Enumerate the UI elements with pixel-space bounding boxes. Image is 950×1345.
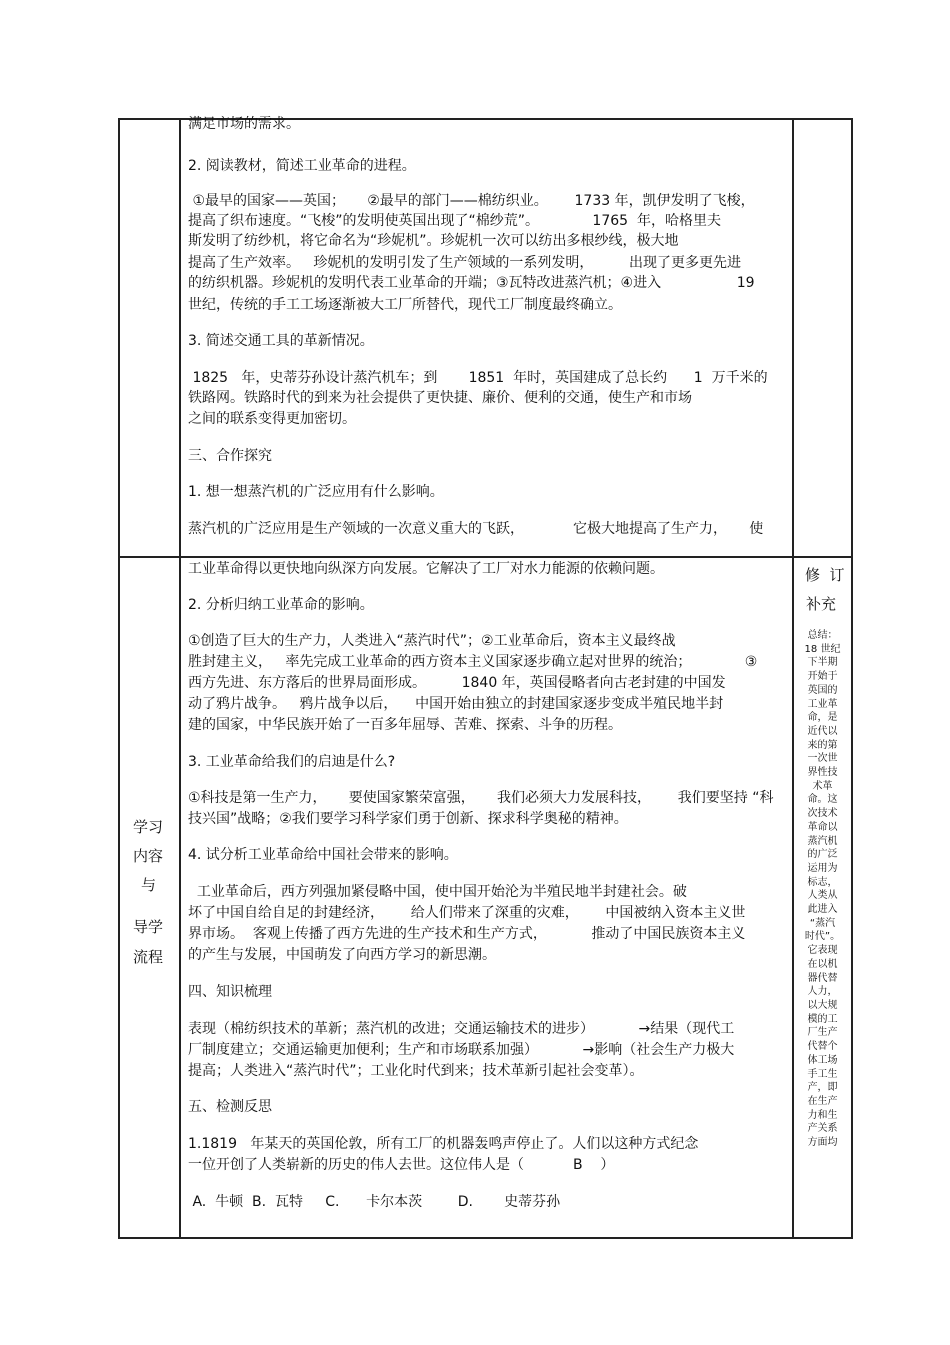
supplement-header: 补充 — [806, 595, 837, 613]
row2-text-line: ①科技是第一生产力， 要使国家繁荣富强， 我们必须大力发展科技， 我们要坚持 “科 — [188, 790, 774, 806]
table-inner-left-border — [179, 118, 181, 1239]
table-left-border — [118, 118, 120, 1239]
row1-text-line: 之间的联系变得更加密切。 — [188, 411, 356, 427]
row2-text-line: ①创造了巨大的生产力，人类进入“蒸汽时代”；②工业革命后，资本主义最终战 — [188, 633, 676, 649]
row2-section-heading: 四、知识梳理 — [188, 984, 272, 1000]
summary-note-line: 蒸汽机 — [807, 835, 838, 847]
summary-note-line: 的广泛 — [807, 849, 838, 861]
summary-note-line: 来的第 — [807, 739, 838, 751]
summary-note-line: 以大规 — [807, 999, 838, 1011]
summary-note-line: 界性技 — [807, 767, 838, 779]
summary-note-line: 力和生 — [807, 1109, 838, 1121]
row1-text-line: 铁路网。铁路时代的到来为社会提供了更快捷、廉价、便利的交通，使生产和市场 — [188, 390, 692, 406]
row2-text-line: 技兴国”战略；②我们要学习科学家们勇于创新、探求科学奥秘的精神。 — [188, 811, 628, 827]
summary-note-line: 它表现 — [807, 945, 838, 957]
summary-note-line: 一次世 — [807, 753, 838, 765]
summary-note-line: 代替个 — [807, 1041, 838, 1053]
row2-section-heading: 五、检测反思 — [188, 1099, 272, 1115]
summary-note-line: 时代”。 — [804, 931, 841, 943]
row2-text-line: 胜封建主义， 率先完成工业革命的西方资本主义国家逐步确立起对世界的统治； ③ — [188, 654, 758, 670]
row2-text-line: 坏了中国自给自足的封建经济， 给人们带来了深重的灾难， 中国被纳入资本主义世 — [188, 905, 746, 921]
row1-text-line: 斯发明了纺纱机，将它命名为“珍妮机”。珍妮机一次可以纺出多根纱线，极大地 — [188, 233, 679, 249]
row2-text-line: 的产生与发展，中国萌发了向西方学习的新思潮。 — [188, 947, 496, 963]
left-label-line: 导学 — [133, 918, 164, 936]
row1-text-line: ①最早的国家——英国； ②最早的部门——棉纺织业。 1733 年，凯伊发明了飞梭， — [188, 193, 755, 209]
row1-text-line: 蒸汽机的广泛应用是生产领域的一次意义重大的飞跃， 它极大地提高了生产力， 使 — [188, 521, 764, 537]
summary-note-line: 方面均 — [807, 1137, 838, 1149]
summary-note-line: 英国的 — [807, 684, 838, 696]
row2-text-line: 建的国家，中华民族开始了一百多年屈辱、苦难、探索、斗争的历程。 — [188, 717, 622, 733]
summary-note-line: 总结： — [807, 630, 838, 641]
left-label-line: 内容 — [133, 847, 164, 865]
summary-note-line: 人力， — [807, 986, 838, 998]
table-row-divider — [118, 556, 853, 558]
row2-text-line: 2. 分析归纳工业革命的影响。 — [188, 597, 374, 613]
row2-text-line: 工业革命后，西方列强加紧侵略中国，使中国开始沦为半殖民地半封建社会。破 — [188, 884, 687, 900]
summary-note-line: 命。这 — [807, 794, 838, 806]
left-label-line: 学习 — [133, 818, 164, 836]
row2-answer-options: A. 牛顿 B. 瓦特 C. 卡尔本茨 D. 史蒂芬孙 — [188, 1194, 561, 1210]
summary-note-line: 18 世纪 — [804, 643, 841, 655]
row2-text-line: 1.1819 年某天的英国伦敦，所有工厂的机器轰鸣声停止了。人们以这种方式纪念 — [188, 1136, 699, 1152]
table-right-border — [851, 118, 853, 1239]
row2-text-line: 工业革命得以更快地向纵深方向发展。它解决了工厂对水力能源的依赖问题。 — [188, 561, 664, 577]
summary-note-line: 术革 — [812, 780, 833, 792]
summary-note-line: 工业革 — [807, 698, 838, 710]
summary-note-line: 器代替 — [807, 972, 838, 984]
left-label-line: 流程 — [133, 948, 164, 966]
summary-note-line: 近代以 — [807, 725, 838, 737]
summary-note-line: 体工场 — [807, 1054, 838, 1066]
summary-note-line: “蒸汽 — [809, 917, 836, 929]
summary-note-line: 人类从 — [807, 890, 838, 902]
summary-note-line: 革命以 — [807, 821, 838, 833]
row1-text-line: 1. 想一想蒸汽机的广泛应用有什么影响。 — [188, 484, 444, 500]
left-label-line: 与 — [141, 876, 157, 894]
row2-text-line: 表现（棉纺织技术的革新；蒸汽机的改进；交通运输技术的进步） →结果（现代工 — [188, 1021, 735, 1037]
row1-section-heading: 三、合作探究 — [188, 448, 272, 464]
summary-note-line: 此进入 — [807, 904, 838, 916]
row2-text-line: 一位开创了人类崭新的历史的伟人去世。这位伟人是（ B ） — [188, 1157, 615, 1173]
summary-note-line: 运用为 — [807, 862, 838, 874]
summary-note-line: 手工生 — [807, 1068, 838, 1080]
summary-note-line: 标志， — [807, 876, 838, 888]
summary-note-line: 下半期 — [807, 657, 838, 669]
row1-text-line: 2. 阅读教材，简述工业革命的进程。 — [188, 158, 416, 174]
summary-note-line: 在生产 — [807, 1095, 838, 1107]
revision-header: 修 订 — [805, 566, 845, 584]
row2-text-line: 西方先进、东方落后的世界局面形成。 1840 年，英国侵略者向古老封建的中国发 — [188, 675, 726, 691]
row2-text-line: 提高；人类进入“蒸汽时代”；工业化时代到来；技术革新引起社会变革）。 — [188, 1063, 644, 1079]
table-bottom-border — [118, 1237, 853, 1239]
row2-text-line: 动了鸦片战争。 鸦片战争以后， 中国开始由独立的封建国家逐步变成半殖民地半封 — [188, 696, 724, 712]
summary-note-line: 产关系 — [807, 1123, 838, 1135]
row1-text-line: 提高了织布速度。“飞梭”的发明使英国出现了“棉纱荒”。 1765 年，哈格里夫 — [188, 213, 721, 229]
row1-text-line: 的纺织机器。珍妮机的发明代表工业革命的开端；③瓦特改进蒸汽机；④进入 19 — [188, 275, 755, 291]
row2-text-line: 厂制度建立；交通运输更加便利；生产和市场联系加强） →影响（社会生产力极大 — [188, 1042, 735, 1058]
summary-note-line: 命，是 — [807, 712, 838, 724]
row2-text-line: 界市场。 客观上传播了西方先进的生产技术和生产方式， 推动了中国民族资本主义 — [188, 926, 746, 942]
summary-note-line: 模的工 — [807, 1013, 838, 1025]
row1-text-line: 3. 简述交通工具的革新情况。 — [188, 333, 374, 349]
summary-note-line: 产，即 — [807, 1082, 838, 1094]
row1-text-line: 1825 年，史蒂芬孙设计蒸汽机车；到 1851 年时，英国建成了总长约 1 万千米的 — [188, 370, 768, 386]
summary-note-line: 次技术 — [807, 808, 838, 820]
summary-note-line: 在以机 — [807, 958, 838, 970]
summary-note-line: 开始于 — [807, 671, 838, 683]
summary-notes — [794, 629, 851, 1150]
row1-text-line: 世纪，传统的手工工场逐渐被大工厂所替代，现代工厂制度最终确立。 — [188, 297, 622, 313]
summary-note-line: 厂生产 — [807, 1027, 838, 1039]
row1-text-line: 满足市场的需求。 — [188, 116, 300, 132]
row2-text-line: 4. 试分析工业革命给中国社会带来的影响。 — [188, 847, 458, 863]
row1-text-line: 提高了生产效率。 珍妮机的发明引发了生产领域的一系列发明， 出现了更多更先进 — [188, 255, 741, 271]
row2-text-line: 3. 工业革命给我们的启迪是什么? — [188, 754, 396, 770]
